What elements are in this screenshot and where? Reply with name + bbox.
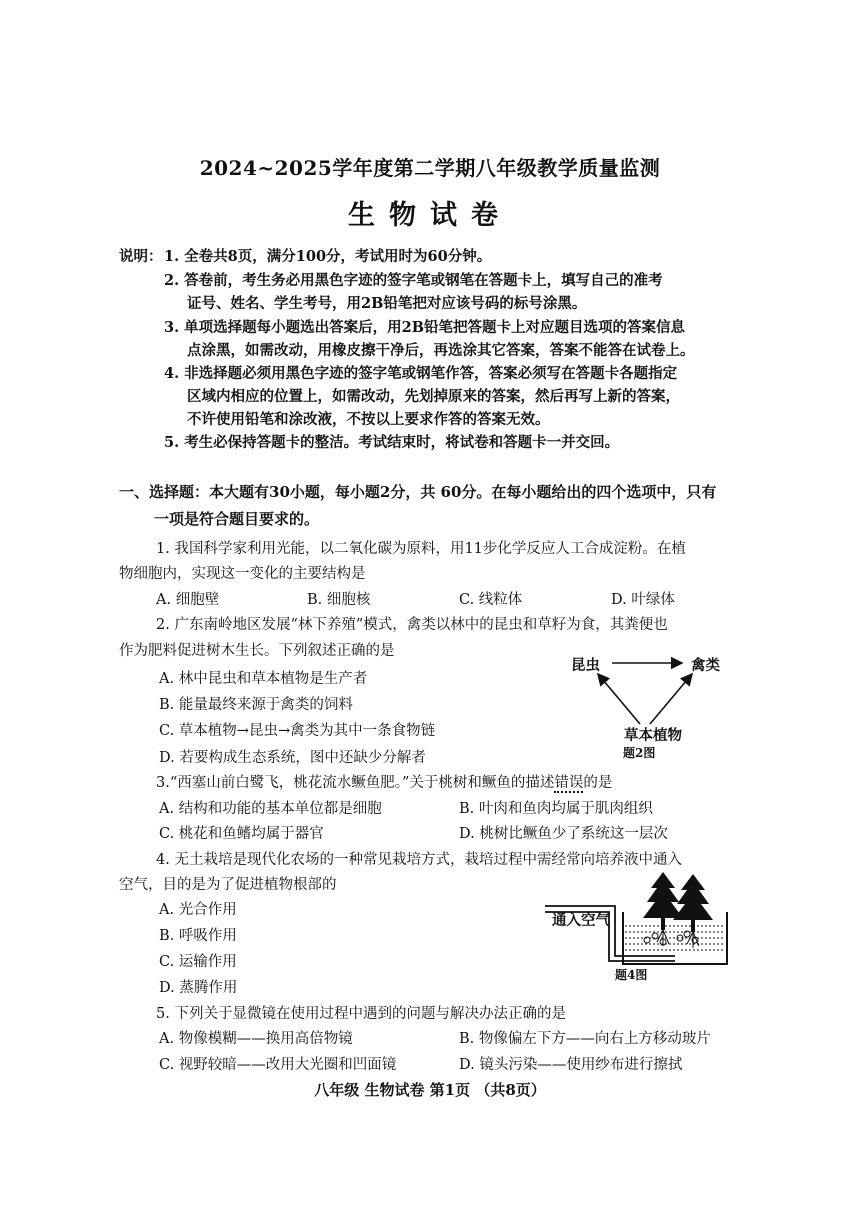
figure-caption: 题4图 <box>615 968 648 982</box>
instruction-item: 不许使用铅笔和涂改液，不按以上要求作答的答案无效。 <box>187 411 550 428</box>
instruction-item: 5. 考生必保持答题卡的整洁。考试结束时，将试卷和答题卡一并交回。 <box>164 434 620 451</box>
question-2-option-c: C. 草本植物→昆虫→禽类为其中一条食物链 <box>159 723 436 739</box>
instruction-item: 点涂黑，如需改动，用橡皮擦干净后，再选涂其它答案，答案不能答在试卷上。 <box>187 342 695 359</box>
instruction-item: 4. 非选择题必须用黑色字迹的签字笔或钢笔作答，答案必须写在答题卡各题指定 <box>164 365 678 382</box>
diagram-label-plant: 草本植物 <box>624 727 682 744</box>
question-2-option-d: D. 若要构成生态系统，图中还缺少分解者 <box>159 750 426 766</box>
question-3-option-c: C. 桃花和鱼鳍均属于器官 <box>159 826 324 842</box>
question-1-option-b: B. 细胞核 <box>307 592 371 608</box>
question-2-option-a: A. 林中昆虫和草本植物是生产者 <box>159 671 368 687</box>
question-4-stem: 4. 无土栽培是现代化农场的一种常见栽培方式，栽培过程中需经常向培养液中通入 <box>156 852 682 868</box>
food-web-diagram <box>568 652 738 742</box>
question-3-option-a: A. 结构和功能的基本单位都是细胞 <box>159 801 382 817</box>
question-5-option-a: A. 物像模糊——换用高倍物镜 <box>159 1031 353 1047</box>
question-1-option-a: A. 细胞壁 <box>156 592 220 608</box>
section-heading: 一、选择题：本大题有30小题，每小题2分，共 60分。在每小题给出的四个选项中，只有 <box>119 483 717 501</box>
question-2-option-b: B. 能量最终来源于禽类的饲料 <box>159 697 353 713</box>
question-5-option-d: D. 镜头污染——使用纱布进行擦拭 <box>459 1057 683 1073</box>
question-3-stem <box>156 771 612 792</box>
question-1-option-d: D. 叶绿体 <box>611 592 675 608</box>
instruction-item: 1. 全卷共8页，满分100分，考试用时为60分钟。 <box>164 248 492 265</box>
instruction-item: 3. 单项选择题每小题选出答案后，用2B铅笔把答题卡上对应题目选项的答案信息 <box>164 319 686 336</box>
question-3-stem-end: 的是 <box>583 775 613 791</box>
instruction-item: 区域内相应的位置上，如需改动，先划掉原来的答案，然后再写上新的答案， <box>187 388 680 405</box>
section-heading-cont: 一项是符合题目要求的。 <box>154 510 320 528</box>
figure-caption: 题2图 <box>623 746 656 760</box>
page-footer: 八年级 生物试卷 第1页 （共8页） <box>314 1081 546 1099</box>
instructions-label: 说明： <box>119 248 163 265</box>
question-4-option-b: B. 呼吸作用 <box>159 928 237 944</box>
question-3-stem-text: 3.“西塞山前白鹭飞，桃花流水鳜鱼肥。”关于桃树和鳜鱼的描述 <box>156 775 555 791</box>
diagram-label-air: 通入空气 <box>552 912 610 929</box>
subject-title: 生物试卷 <box>348 200 512 231</box>
question-2-stem: 2. 广东南岭地区发展“林下养殖”模式，禽类以林中的昆虫和草籽为食，其粪便也 <box>156 617 668 633</box>
instruction-item: 证号、姓名、学生考号，用2B铅笔把对应该号码的标号涂黑。 <box>187 295 587 312</box>
question-4-option-d: D. 蒸腾作用 <box>159 980 238 996</box>
hydroponics-diagram <box>545 868 735 973</box>
question-5-option-b: B. 物像偏左下方——向右上方移动玻片 <box>459 1031 711 1047</box>
question-4-option-a: A. 光合作用 <box>159 902 237 918</box>
question-3-option-b: B. 叶肉和鱼肉均属于肌肉组织 <box>459 801 653 817</box>
question-3-option-d: D. 桃树比鳜鱼少了系统这一层次 <box>459 826 668 842</box>
question-4-option-c: C. 运输作用 <box>159 954 237 970</box>
exam-title: 2024~2025学年度第二学期八年级教学质量监测 <box>199 156 661 180</box>
diagram-label-insect: 昆虫 <box>571 657 600 674</box>
question-1-option-c: C. 线粒体 <box>459 592 523 608</box>
question-4-stem-cont: 空气，目的是为了促进植物根部的 <box>119 877 337 893</box>
question-1-stem-cont: 物细胞内，实现这一变化的主要结构是 <box>119 566 366 582</box>
instruction-item: 2. 答卷前，考生务必用黑色字迹的签字笔或钢笔在答题卡上，填写自己的准考 <box>164 272 663 289</box>
question-1-stem: 1. 我国科学家利用光能，以二氧化碳为原料，用11步化学反应人工合成淀粉。在植 <box>156 541 686 557</box>
question-5-stem: 5. 下列关于显微镜在使用过程中遇到的问题与解决办法正确的是 <box>156 1006 566 1022</box>
diagram-label-poultry: 禽类 <box>691 657 720 674</box>
question-5-option-c: C. 视野较暗——改用大光圈和凹面镜 <box>159 1057 397 1073</box>
question-2-stem-cont: 作为肥料促进树木生长。下列叙述正确的是 <box>119 643 395 659</box>
question-3-emphasis: 错误 <box>554 775 584 791</box>
